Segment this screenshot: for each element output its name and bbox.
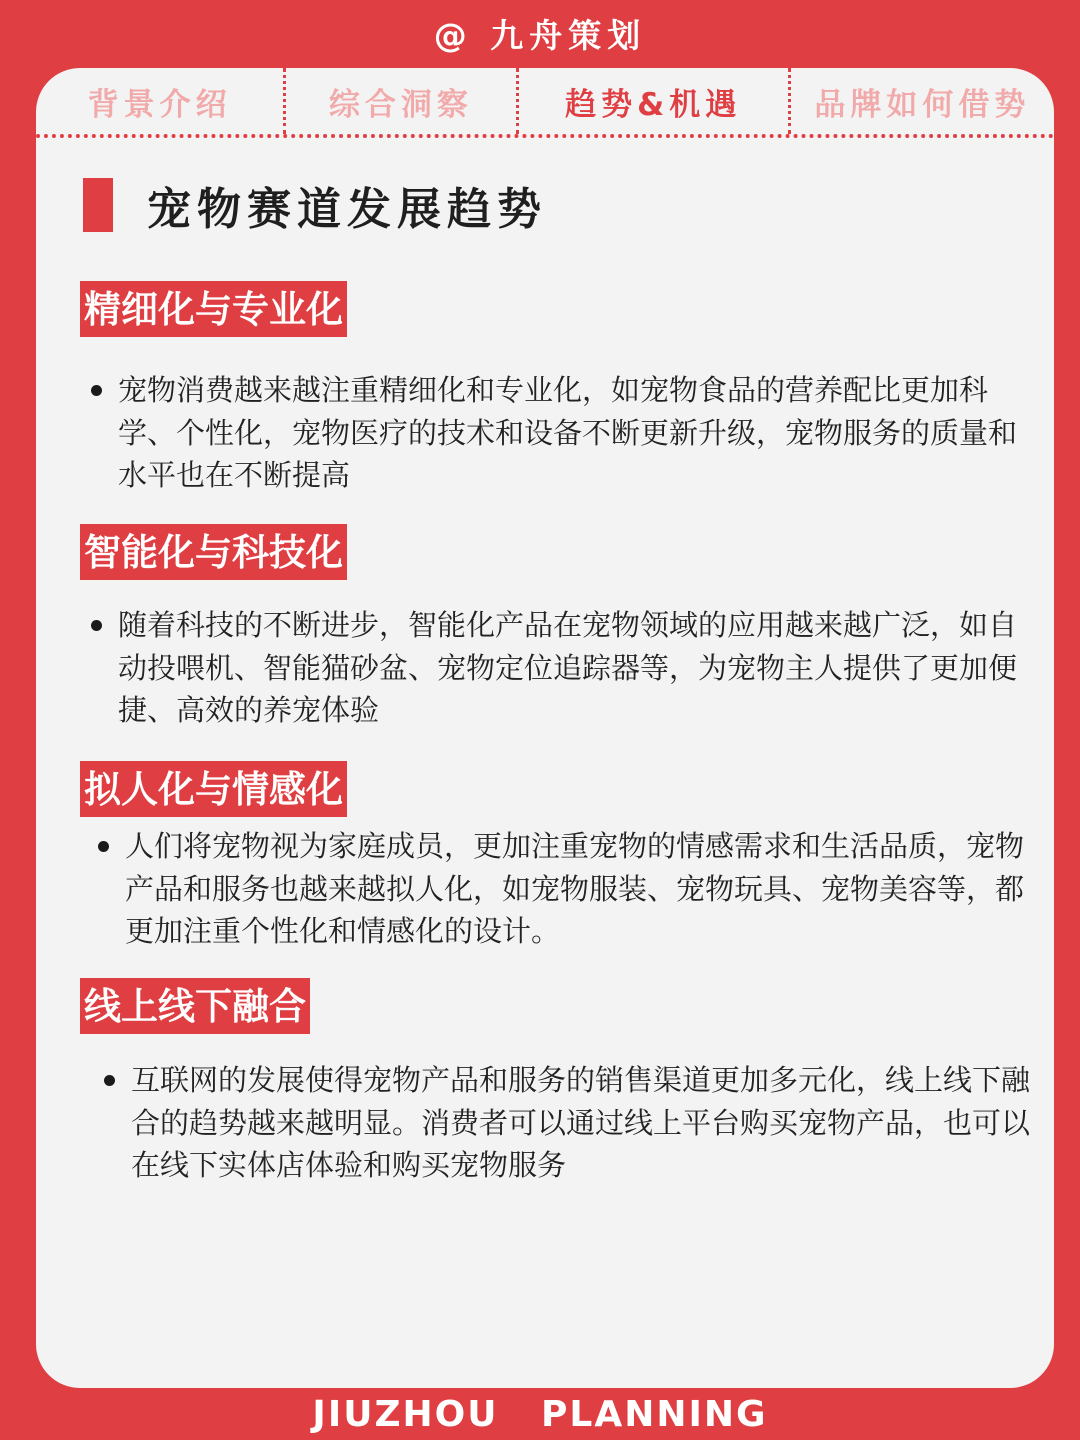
section-label-intelligence: 智能化与科技化 bbox=[80, 524, 347, 580]
footer-brand: JIUZHOU PLANNING bbox=[312, 1394, 768, 1435]
section-text: 人们将宠物视为家庭成员，更加注重宠物的情感需求和生活品质，宠物产品和服务也越来越拟人化，如宠物服装、宠物玩具、宠物美容等，都更加注重个性化和情感化的设计。 bbox=[125, 829, 1025, 948]
title-accent-bar bbox=[83, 178, 113, 232]
bullet-dot bbox=[91, 385, 102, 396]
section-body-intelligence bbox=[118, 604, 1018, 732]
section-body-humanization bbox=[125, 825, 1025, 953]
tab-brand-leverage[interactable]: 品牌如何借势 bbox=[814, 86, 1031, 123]
page-title-row bbox=[83, 178, 547, 235]
section-body-refinement bbox=[118, 369, 1018, 497]
bullet-dot bbox=[91, 620, 102, 631]
account-handle: @ 九舟策划 bbox=[433, 16, 647, 55]
bullet-dot bbox=[104, 1075, 115, 1086]
section-label-online-offline: 线上线下融合 bbox=[80, 978, 310, 1034]
section-body-online-offline bbox=[131, 1059, 1031, 1187]
section-text: 宠物消费越来越注重精细化和专业化，如宠物食品的营养配比更加科学、个性化，宠物医疗的技术和设备不断更新升级，宠物服务的质量和水平也在不断提高 bbox=[118, 373, 1018, 492]
bullet-dot bbox=[98, 841, 109, 852]
content-card bbox=[36, 68, 1054, 1388]
page-title: 宠物赛道发展趋势 bbox=[147, 184, 547, 235]
tab-trends-opportunities[interactable]: 趋势&机遇 bbox=[519, 68, 791, 134]
tab-insights[interactable]: 综合洞察 bbox=[286, 68, 518, 134]
tab-bar bbox=[36, 68, 1054, 138]
section-label-refinement: 精细化与专业化 bbox=[80, 281, 347, 337]
section-text: 互联网的发展使得宠物产品和服务的销售渠道更加多元化，线上线下融合的趋势越来越明显。消费者可以通过线上平台购买宠物产品，也可以在线下实体店体验和购买宠物服务 bbox=[131, 1063, 1031, 1182]
section-text: 随着科技的不断进步，智能化产品在宠物领域的应用越来越广泛，如自动投喂机、智能猫砂盆、宠物定位追踪器等，为宠物主人提供了更加便捷、高效的养宠体验 bbox=[118, 608, 1018, 727]
tab-background[interactable]: 背景介绍 bbox=[36, 68, 286, 134]
section-label-humanization: 拟人化与情感化 bbox=[80, 761, 347, 817]
